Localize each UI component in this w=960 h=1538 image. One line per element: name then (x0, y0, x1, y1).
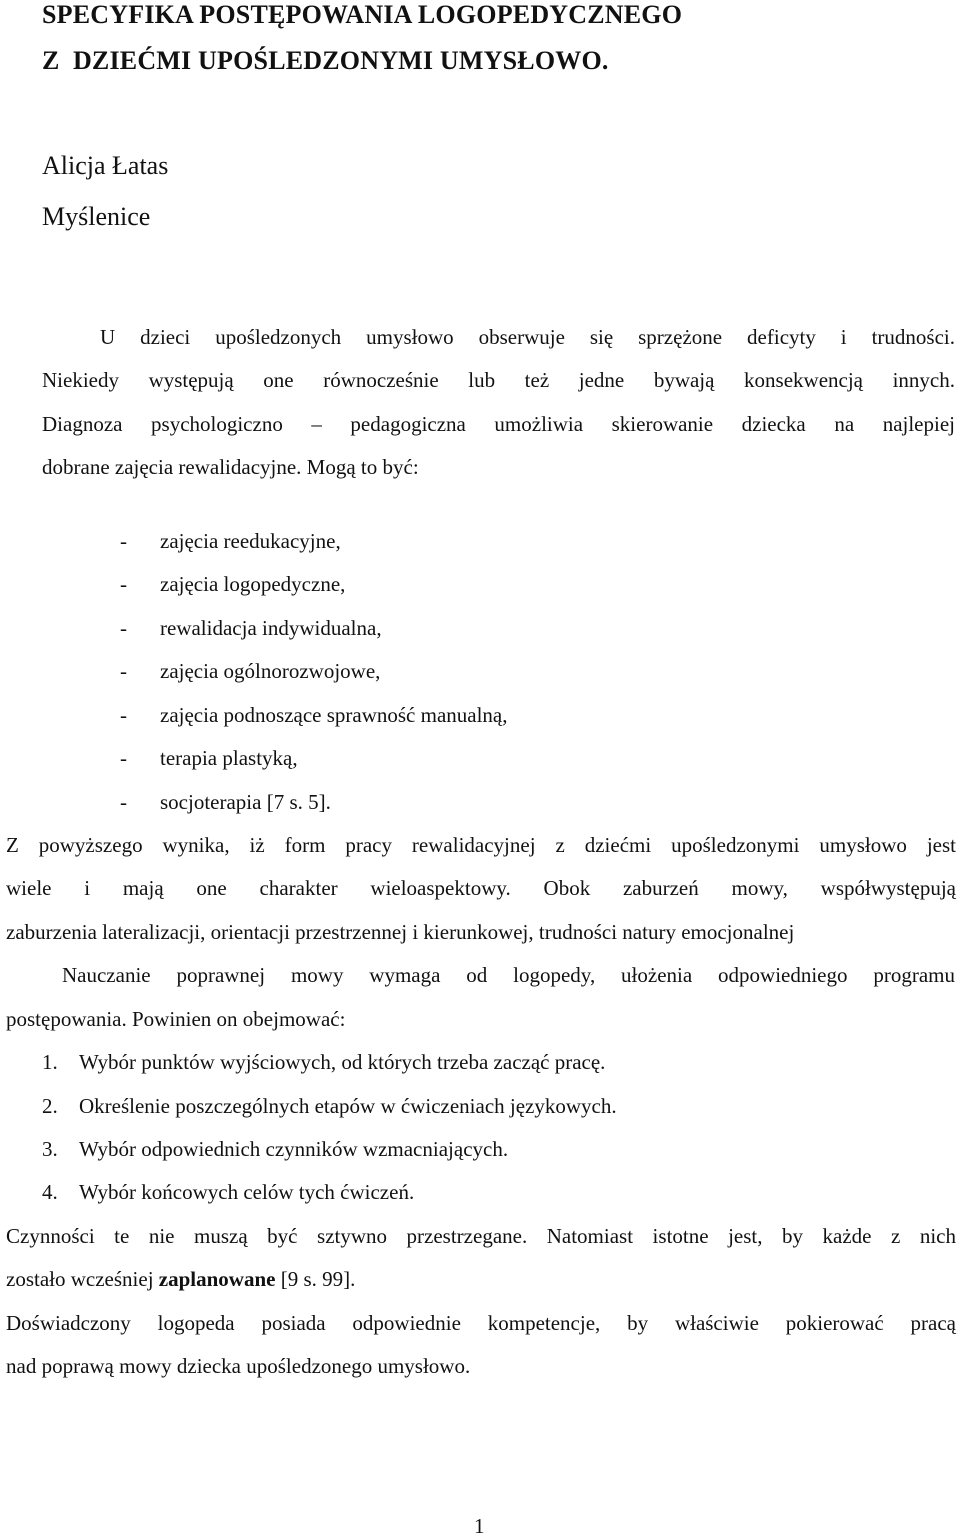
numbered-item-number: 4. (42, 1180, 58, 1204)
author-name: Alicja Łatas (42, 151, 169, 180)
para2-line-1: Z powyższego wynika, iż form pracy rewalidacyjnej z dziećmi upośledzonymi umysłowo jest (6, 833, 956, 857)
numbered-item-number: 1. (42, 1050, 58, 1074)
list-item (120, 531, 341, 552)
para5-line-2: nad poprawą mowy dziecka upośledzonego umysłowo. (6, 1354, 471, 1378)
list-item (120, 618, 382, 639)
para5-line-1: Doświadczony logopeda posiada odpowiednie kompetencje, by właściwie pokierować pracą (6, 1311, 956, 1335)
bullet-dash: - (120, 746, 127, 770)
para4-line-2-start: zostało wcześniej (6, 1267, 159, 1291)
numbered-item-text: Wybór końcowych celów tych ćwiczeń. (79, 1180, 415, 1204)
bullet-dash: - (120, 659, 127, 683)
list-item-text: rewalidacja indywidualna, (160, 616, 382, 640)
list-item (120, 792, 331, 813)
page-number: 1 (474, 1514, 485, 1538)
list-item-text: socjoterapia [7 s. 5]. (160, 790, 331, 814)
para1-line-3: Diagnoza psychologiczno – pedagogiczna umożliwia skierowanie dziecka na najlepiej (42, 412, 955, 436)
para4-line-2-end: [9 s. 99]. (275, 1267, 356, 1291)
list-item (120, 705, 508, 726)
para1-line-1: U dzieci upośledzonych umysłowo obserwuje się sprzężone deficyty i trudności. (100, 325, 955, 349)
document-title-line-2: Z DZIEĆMI UPOŚLEDZONYMI UMYSŁOWO. (42, 46, 609, 75)
para1-line-2: Niekiedy występują one równocześnie lub też jedne bywają konsekwencją innych. (42, 368, 955, 392)
para3-line-1: Nauczanie poprawnej mowy wymaga od logopedy, ułożenia odpowiedniego programu (62, 963, 955, 987)
author-place: Myślenice (42, 202, 151, 231)
bullet-dash: - (120, 703, 127, 727)
bullet-dash: - (120, 790, 127, 814)
numbered-item-text: Określenie poszczególnych etapów w ćwiczeniach językowych. (79, 1094, 617, 1118)
numbered-item-number: 3. (42, 1137, 58, 1161)
list-item (120, 748, 298, 769)
bullet-dash: - (120, 616, 127, 640)
document-title-line-1: SPECYFIKA POSTĘPOWANIA LOGOPEDYCZNEGO (42, 0, 683, 29)
emphasized-word: zaplanowane (158, 1267, 276, 1291)
numbered-item-number: 2. (42, 1094, 58, 1118)
list-item-text: zajęcia podnoszące sprawność manualną, (160, 703, 508, 727)
para3-line-2: postępowania. Powinien on obejmować: (6, 1007, 346, 1031)
list-item (120, 574, 345, 595)
para1-line-4: dobrane zajęcia rewalidacyjne. Mogą to być: (42, 455, 419, 479)
list-item-text: zajęcia reedukacyjne, (160, 529, 341, 553)
list-item-text: terapia plastyką, (160, 746, 298, 770)
bullet-dash: - (120, 572, 127, 596)
numbered-item (42, 1139, 508, 1160)
numbered-item (42, 1096, 617, 1117)
para2-line-2: wiele i mają one charakter wieloaspektowy. Obok zaburzeń mowy, współwystępują (6, 876, 956, 900)
numbered-item-text: Wybór punktów wyjściowych, od których trzeba zacząć pracę. (79, 1050, 606, 1074)
para4-line-1: Czynności te nie muszą być sztywno przestrzegane. Natomiast istotne jest, by każde z nich (6, 1224, 956, 1248)
list-item-text: zajęcia logopedyczne, (160, 572, 346, 596)
bullet-dash: - (120, 529, 127, 553)
numbered-item (42, 1052, 605, 1073)
para4-line-2 (6, 1269, 355, 1290)
numbered-item (42, 1182, 414, 1203)
numbered-item-text: Wybór odpowiednich czynników wzmacniających. (79, 1137, 509, 1161)
list-item-text: zajęcia ogólnorozwojowe, (160, 659, 381, 683)
para2-line-3: zaburzenia lateralizacji, orientacji przestrzennej i kierunkowej, trudności natury emocjonalnej (6, 920, 795, 944)
list-item (120, 661, 380, 682)
